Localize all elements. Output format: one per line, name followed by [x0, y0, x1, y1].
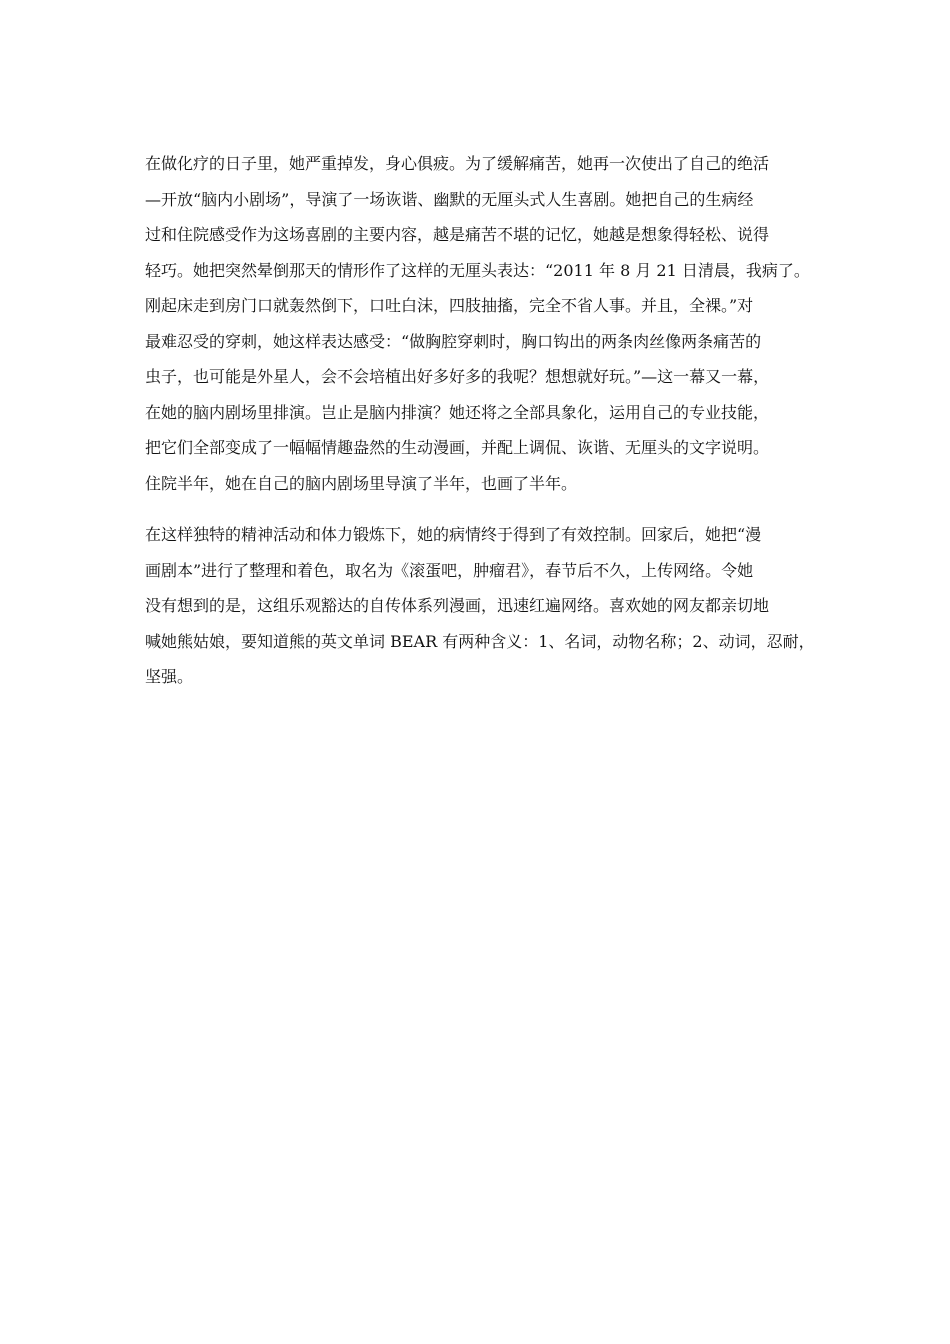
- paragraph-1: [145, 146, 820, 501]
- text-line: 在做化疗的日子里，她严重掉发，身心俱疲。为了缓解痛苦，她再一次使出了自己的绝活: [145, 154, 770, 173]
- text-line: 在她的脑内剧场里排演。岂止是脑内排演？她还将之全部具象化，运用自己的专业技能，: [145, 402, 770, 422]
- text-line: 过和住院感受作为这场喜剧的主要内容，越是痛苦不堪的记忆，她越是想象得轻松、说得: [145, 225, 770, 244]
- text-line: 住院半年，她在自己的脑内剧场里导演了半年，也画了半年。: [145, 473, 578, 493]
- text-line: 虫子，也可能是外星人，会不会培植出好多好多的我呢？想想就好玩。”—这一幕又一幕，: [145, 367, 770, 386]
- text-line: 轻巧。她把突然晕倒那天的情形作了这样的无厘头表达：“2011 年 8 月 21 日清晨，我病了。: [145, 260, 810, 280]
- text-line: 喊她熊姑娘，要知道熊的英文单词 BEAR 有两种含义：1、名词，动物名称；2、动词，忍耐，: [145, 631, 815, 651]
- text-line: —开放“脑内小剧场”，导演了一场诙谐、幽默的无厘头式人生喜剧。她把自己的生病经: [145, 189, 754, 209]
- text-line: 把它们全部变成了一幅幅情趣盎然的生动漫画，并配上调侃、诙谐、无厘头的文字说明。: [145, 438, 770, 457]
- text-line: 最难忍受的穿刺，她这样表达感受：“做胸腔穿刺时，胸口钩出的两条肉丝像两条痛苦的: [145, 331, 762, 351]
- paragraph-spacer: [145, 501, 820, 517]
- text-line: 在这样独特的精神活动和体力锻炼下，她的病情终于得到了有效控制。回家后，她把“漫: [145, 525, 762, 544]
- text-line: 没有想到的是，这组乐观豁达的自传体系列漫画，迅速红遍网络。喜欢她的网友都亲切地: [145, 596, 770, 615]
- text-line: 画剧本”进行了整理和着色，取名为《滚蛋吧，肿瘤君》，春节后不久，上传网络。令她: [145, 560, 754, 580]
- text-line: 刚起床走到房门口就轰然倒下，口吐白沫，四肢抽搐，完全不省人事。并且，全裸。”对: [145, 296, 754, 315]
- paragraph-2: [145, 517, 820, 695]
- text-line: 坚强。: [145, 667, 194, 686]
- document-body: [145, 146, 820, 695]
